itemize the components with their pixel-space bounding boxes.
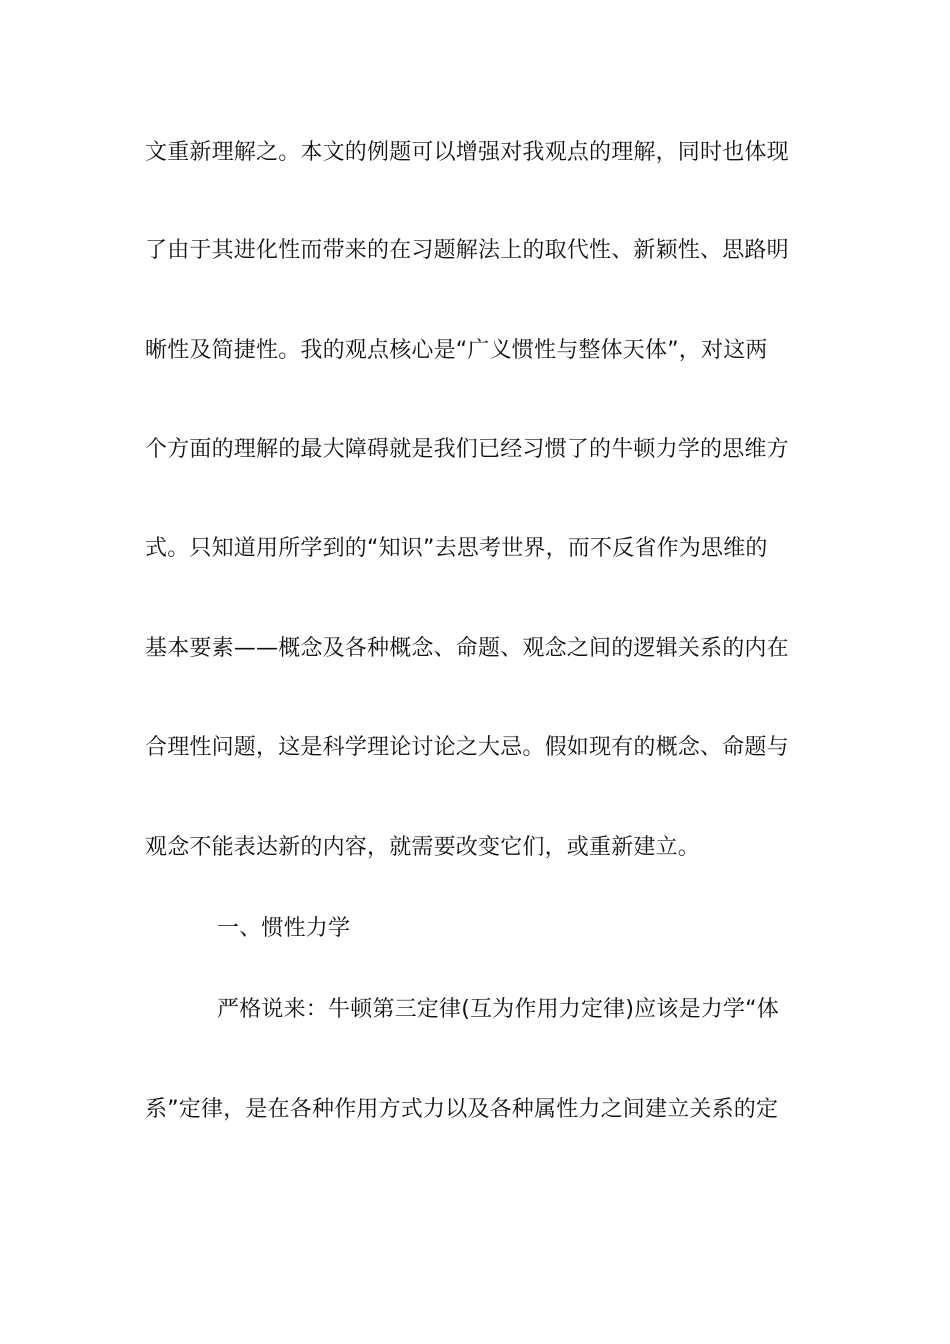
paragraph-line-1: 文重新理解之。本文的例题可以增强对我观点的理解，同时也体现	[145, 140, 789, 165]
paragraph-line-2: 了由于其进化性而带来的在习题解法上的取代性、新颖性、思路明	[145, 238, 789, 263]
section-heading: 一、惯性力学	[217, 916, 351, 941]
paragraph-line-5: 式。只知道用所学到的“知识”去思考世界，而不反省作为思维的	[145, 536, 768, 561]
paragraph-line-8: 观念不能表达新的内容，就需要改变它们，或重新建立。	[145, 835, 701, 860]
paragraph-line-3: 晰性及简捷性。我的观点核心是“广义惯性与整体天体”，对这两	[145, 338, 768, 363]
paragraph-line-11: 系”定律，是在各种作用方式力以及各种属性力之间建立关系的定	[145, 1097, 779, 1122]
paragraph-line-6: 基本要素——概念及各种概念、命题、观念之间的逻辑关系的内在	[145, 636, 789, 661]
paragraph-line-10: 严格说来：牛顿第三定律(互为作用力定律)应该是力学“体	[217, 997, 779, 1022]
paragraph-line-7: 合理性问题，这是科学理论讨论之大忌。假如现有的概念、命题与	[145, 735, 789, 760]
paragraph-line-4: 个方面的理解的最大障碍就是我们已经习惯了的牛顿力学的思维方	[145, 437, 789, 462]
